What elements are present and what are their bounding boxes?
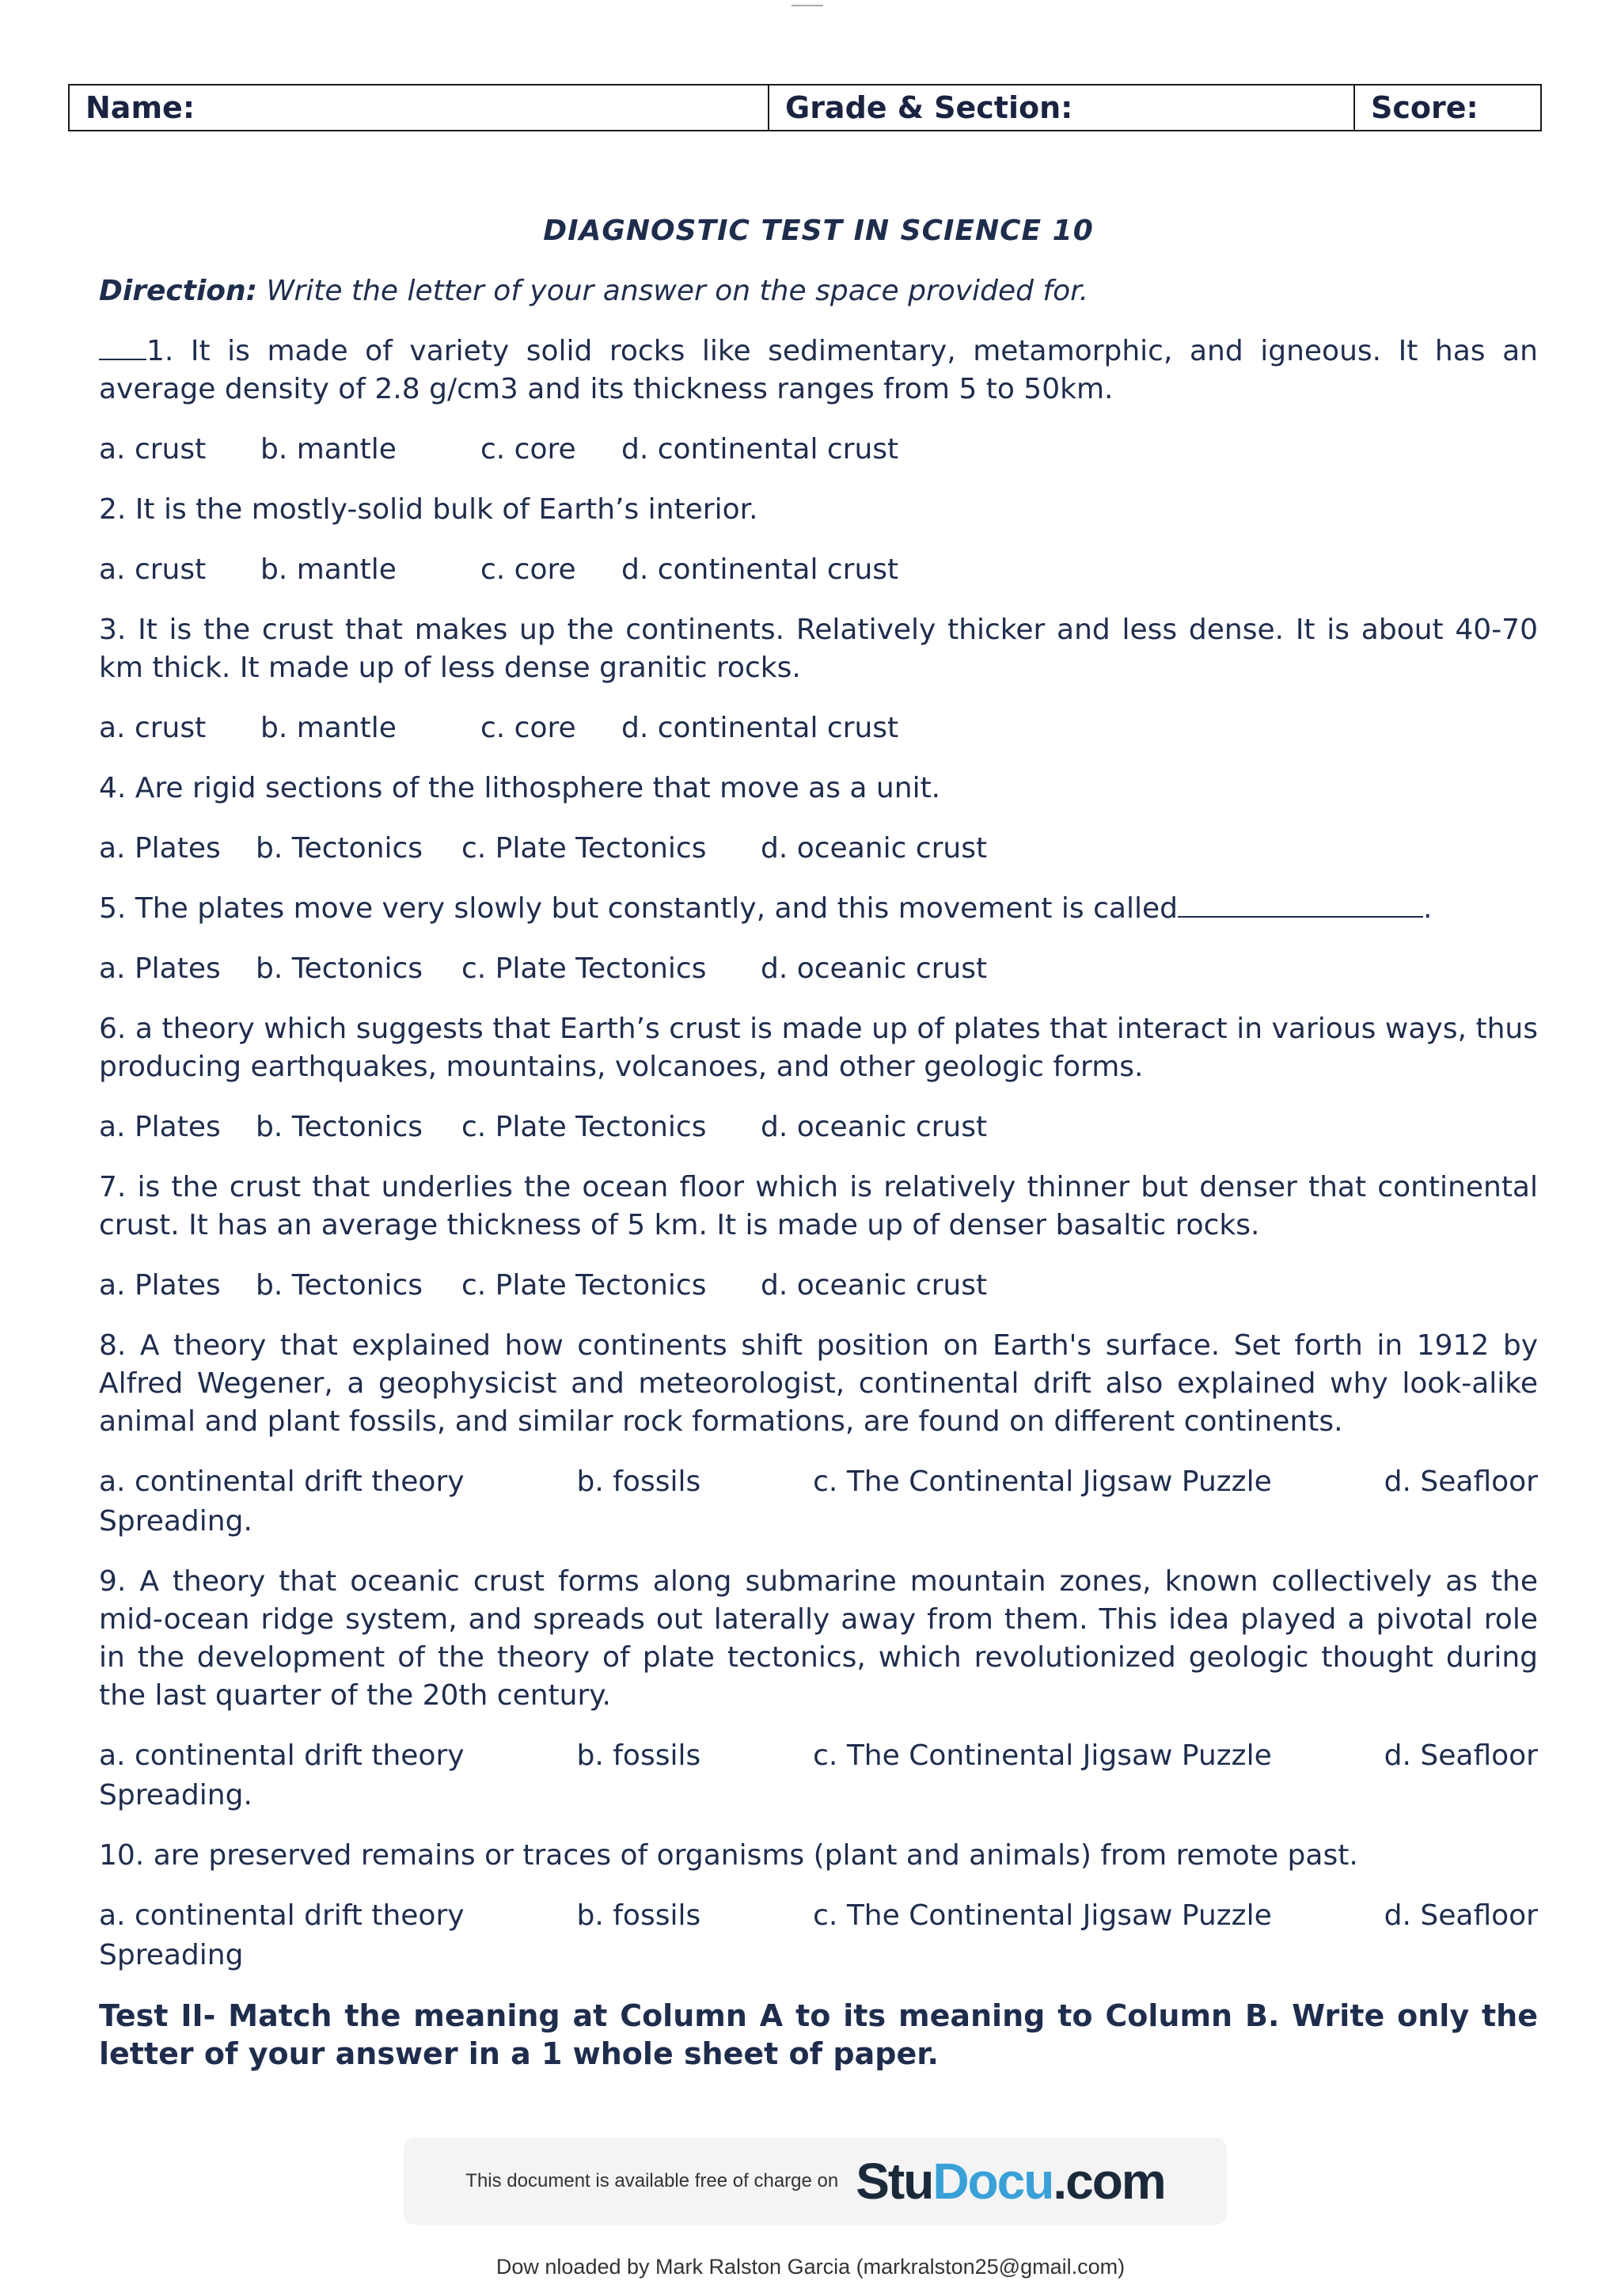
choice-d: d. oceanic crust bbox=[761, 832, 988, 865]
choice-d: d. continental crust bbox=[621, 433, 899, 466]
studocu-logo bbox=[856, 2152, 1164, 2210]
choices-q4 bbox=[99, 830, 1538, 868]
brand-docu: Docu bbox=[932, 2153, 1053, 2210]
choices-q10 bbox=[99, 1897, 1538, 1935]
choice-c: c. core bbox=[480, 433, 576, 466]
choice-a: a. Plates bbox=[99, 952, 221, 985]
studocu-banner[interactable] bbox=[404, 2138, 1227, 2225]
choices-q9 bbox=[99, 1737, 1538, 1775]
choice-c: c. core bbox=[480, 553, 576, 586]
choice-a: a. crust bbox=[99, 553, 207, 586]
choice-d: d. oceanic crust bbox=[761, 1111, 988, 1143]
choice-d: d. oceanic crust bbox=[761, 1269, 988, 1302]
choice-b: b. Tectonics bbox=[256, 832, 423, 865]
choice-b: b. Tectonics bbox=[256, 952, 423, 985]
test-body bbox=[99, 212, 1538, 2073]
score-field[interactable]: Score: bbox=[1353, 86, 1540, 130]
choice-b: b. mantle bbox=[260, 433, 397, 466]
choice-b: b. fossils bbox=[576, 1465, 701, 1498]
question-9: 9. A theory that oceanic crust forms along submarine mountain zones, known collectively as the mid-ocean ridge system, and spreads out laterally away from them. This idea played a pivotal role in the development of the theory of plate tectonics, which revolutionized geologic thought during the last quarter of the 20th century. bbox=[99, 1565, 1538, 1712]
name-field[interactable]: Name: bbox=[85, 90, 196, 125]
choice-c: c. The Continental Jigsaw Puzzle bbox=[813, 1899, 1272, 1932]
question-10: 10. are preserved remains or traces of organisms (plant and animals) from remote past. bbox=[99, 1839, 1358, 1872]
grade-section-field[interactable]: Grade & Section: bbox=[768, 86, 1353, 130]
choices-q3 bbox=[99, 709, 1538, 747]
direction-label: Direction: bbox=[99, 275, 258, 307]
question-6: 6. a theory which suggests that Earth’s crust is made up of plates that interact in various ways, thus producing earthquakes, mountains, volcanoes, and other geologic forms. bbox=[99, 1013, 1538, 1083]
choice-a: a. Plates bbox=[99, 832, 221, 865]
choice-b: b. Tectonics bbox=[256, 1269, 423, 1302]
choice-a: a. crust bbox=[99, 712, 207, 744]
choice-c: c. Plate Tectonics bbox=[461, 1111, 707, 1143]
choices-q7 bbox=[99, 1267, 1538, 1305]
choice-d: d. continental crust bbox=[621, 712, 899, 744]
question-4: 4. Are rigid sections of the lithosphere that move as a unit. bbox=[99, 772, 941, 804]
choice-b: b. Tectonics bbox=[256, 1111, 423, 1143]
answer-blank[interactable] bbox=[99, 335, 146, 360]
fill-in-blank[interactable] bbox=[1178, 892, 1423, 918]
test-title: DIAGNOSTIC TEST IN SCIENCE 10 bbox=[543, 215, 1094, 247]
choice-d: d. Seafloor bbox=[1384, 1739, 1538, 1772]
choices-q2 bbox=[99, 551, 1538, 589]
choice-b: b. mantle bbox=[260, 712, 397, 744]
page-top-mark bbox=[792, 0, 823, 6]
question-end: . bbox=[1422, 892, 1433, 925]
choice-d: d. oceanic crust bbox=[761, 952, 988, 985]
student-info-table bbox=[68, 84, 1542, 131]
brand-com: .com bbox=[1053, 2153, 1165, 2210]
choice-c: c. Plate Tectonics bbox=[461, 952, 707, 985]
choices-q8 bbox=[99, 1463, 1538, 1501]
choice-a: a. crust bbox=[99, 433, 207, 466]
question-1 bbox=[99, 333, 1538, 409]
choice-d: d. Seafloor bbox=[1384, 1465, 1538, 1498]
question-5 bbox=[99, 890, 1538, 928]
choice-a: a. Plates bbox=[99, 1111, 221, 1143]
choice-b: b. fossils bbox=[576, 1899, 701, 1932]
choices-q6 bbox=[99, 1108, 1538, 1146]
choice-c: c. core bbox=[480, 712, 576, 744]
choice-c: c. Plate Tectonics bbox=[461, 832, 707, 865]
choice-d-continuation: Spreading. bbox=[99, 1505, 252, 1538]
choice-c: c. The Continental Jigsaw Puzzle bbox=[813, 1739, 1272, 1772]
choice-d-continuation: Spreading bbox=[99, 1939, 244, 1971]
choice-d: d. Seafloor bbox=[1384, 1899, 1538, 1932]
choice-b: b. fossils bbox=[576, 1739, 701, 1772]
choice-d-continuation: Spreading. bbox=[99, 1779, 252, 1811]
direction bbox=[99, 272, 1538, 310]
choice-c: c. The Continental Jigsaw Puzzle bbox=[813, 1465, 1272, 1498]
test-ii-instructions: Test II- Match the meaning at Column A to its meaning to Column B. Write only the letter of your answer in a 1 whole sheet of paper. bbox=[99, 1998, 1538, 2071]
choice-a: a. continental drift theory bbox=[99, 1899, 465, 1932]
question-3: 3. It is the crust that makes up the continents. Relatively thicker and less dense. It is about 40-70 km thick. It made up of less dense granitic rocks. bbox=[99, 614, 1538, 684]
download-footer: Dow nloaded by Mark Ralston Garcia (markralston25@gmail.com) bbox=[495, 2255, 1126, 2279]
question-2: 2. It is the mostly-solid bulk of Earth’s interior. bbox=[99, 493, 758, 526]
direction-text: Write the letter of your answer on the space provided for. bbox=[266, 275, 1089, 307]
choice-c: c. Plate Tectonics bbox=[461, 1269, 707, 1302]
choice-a: a. Plates bbox=[99, 1269, 221, 1302]
choice-d: d. continental crust bbox=[621, 553, 899, 586]
brand-stu: Stu bbox=[856, 2153, 933, 2210]
question-text: 1. It is made of variety solid rocks like sedimentary, metamorphic, and igneous. It has an average density of 2.8 g/cm3 and its thickness ranges from 5 to 50km. bbox=[99, 335, 1538, 405]
question-text: 5. The plates move very slowly but constantly, and this movement is called bbox=[99, 892, 1178, 925]
choice-b: b. mantle bbox=[260, 553, 397, 586]
question-7: 7. is the crust that underlies the ocean floor which is relatively thinner but denser that continental crust. It has an average thickness of 5 km. It is made up of denser basaltic rocks. bbox=[99, 1171, 1538, 1241]
choices-q1 bbox=[99, 431, 1538, 469]
banner-text: This document is available free of charge on bbox=[465, 2170, 839, 2191]
choice-a: a. continental drift theory bbox=[99, 1739, 465, 1772]
question-8: 8. A theory that explained how continents shift position on Earth's surface. Set forth in 1912 by Alfred Wegener, a geophysicist and meteorologist, continental drift also explained why look-alike animal and plant fossils, and similar rock formations, are found on different continents. bbox=[99, 1329, 1538, 1438]
choices-q5 bbox=[99, 950, 1538, 988]
choice-a: a. continental drift theory bbox=[99, 1465, 465, 1498]
